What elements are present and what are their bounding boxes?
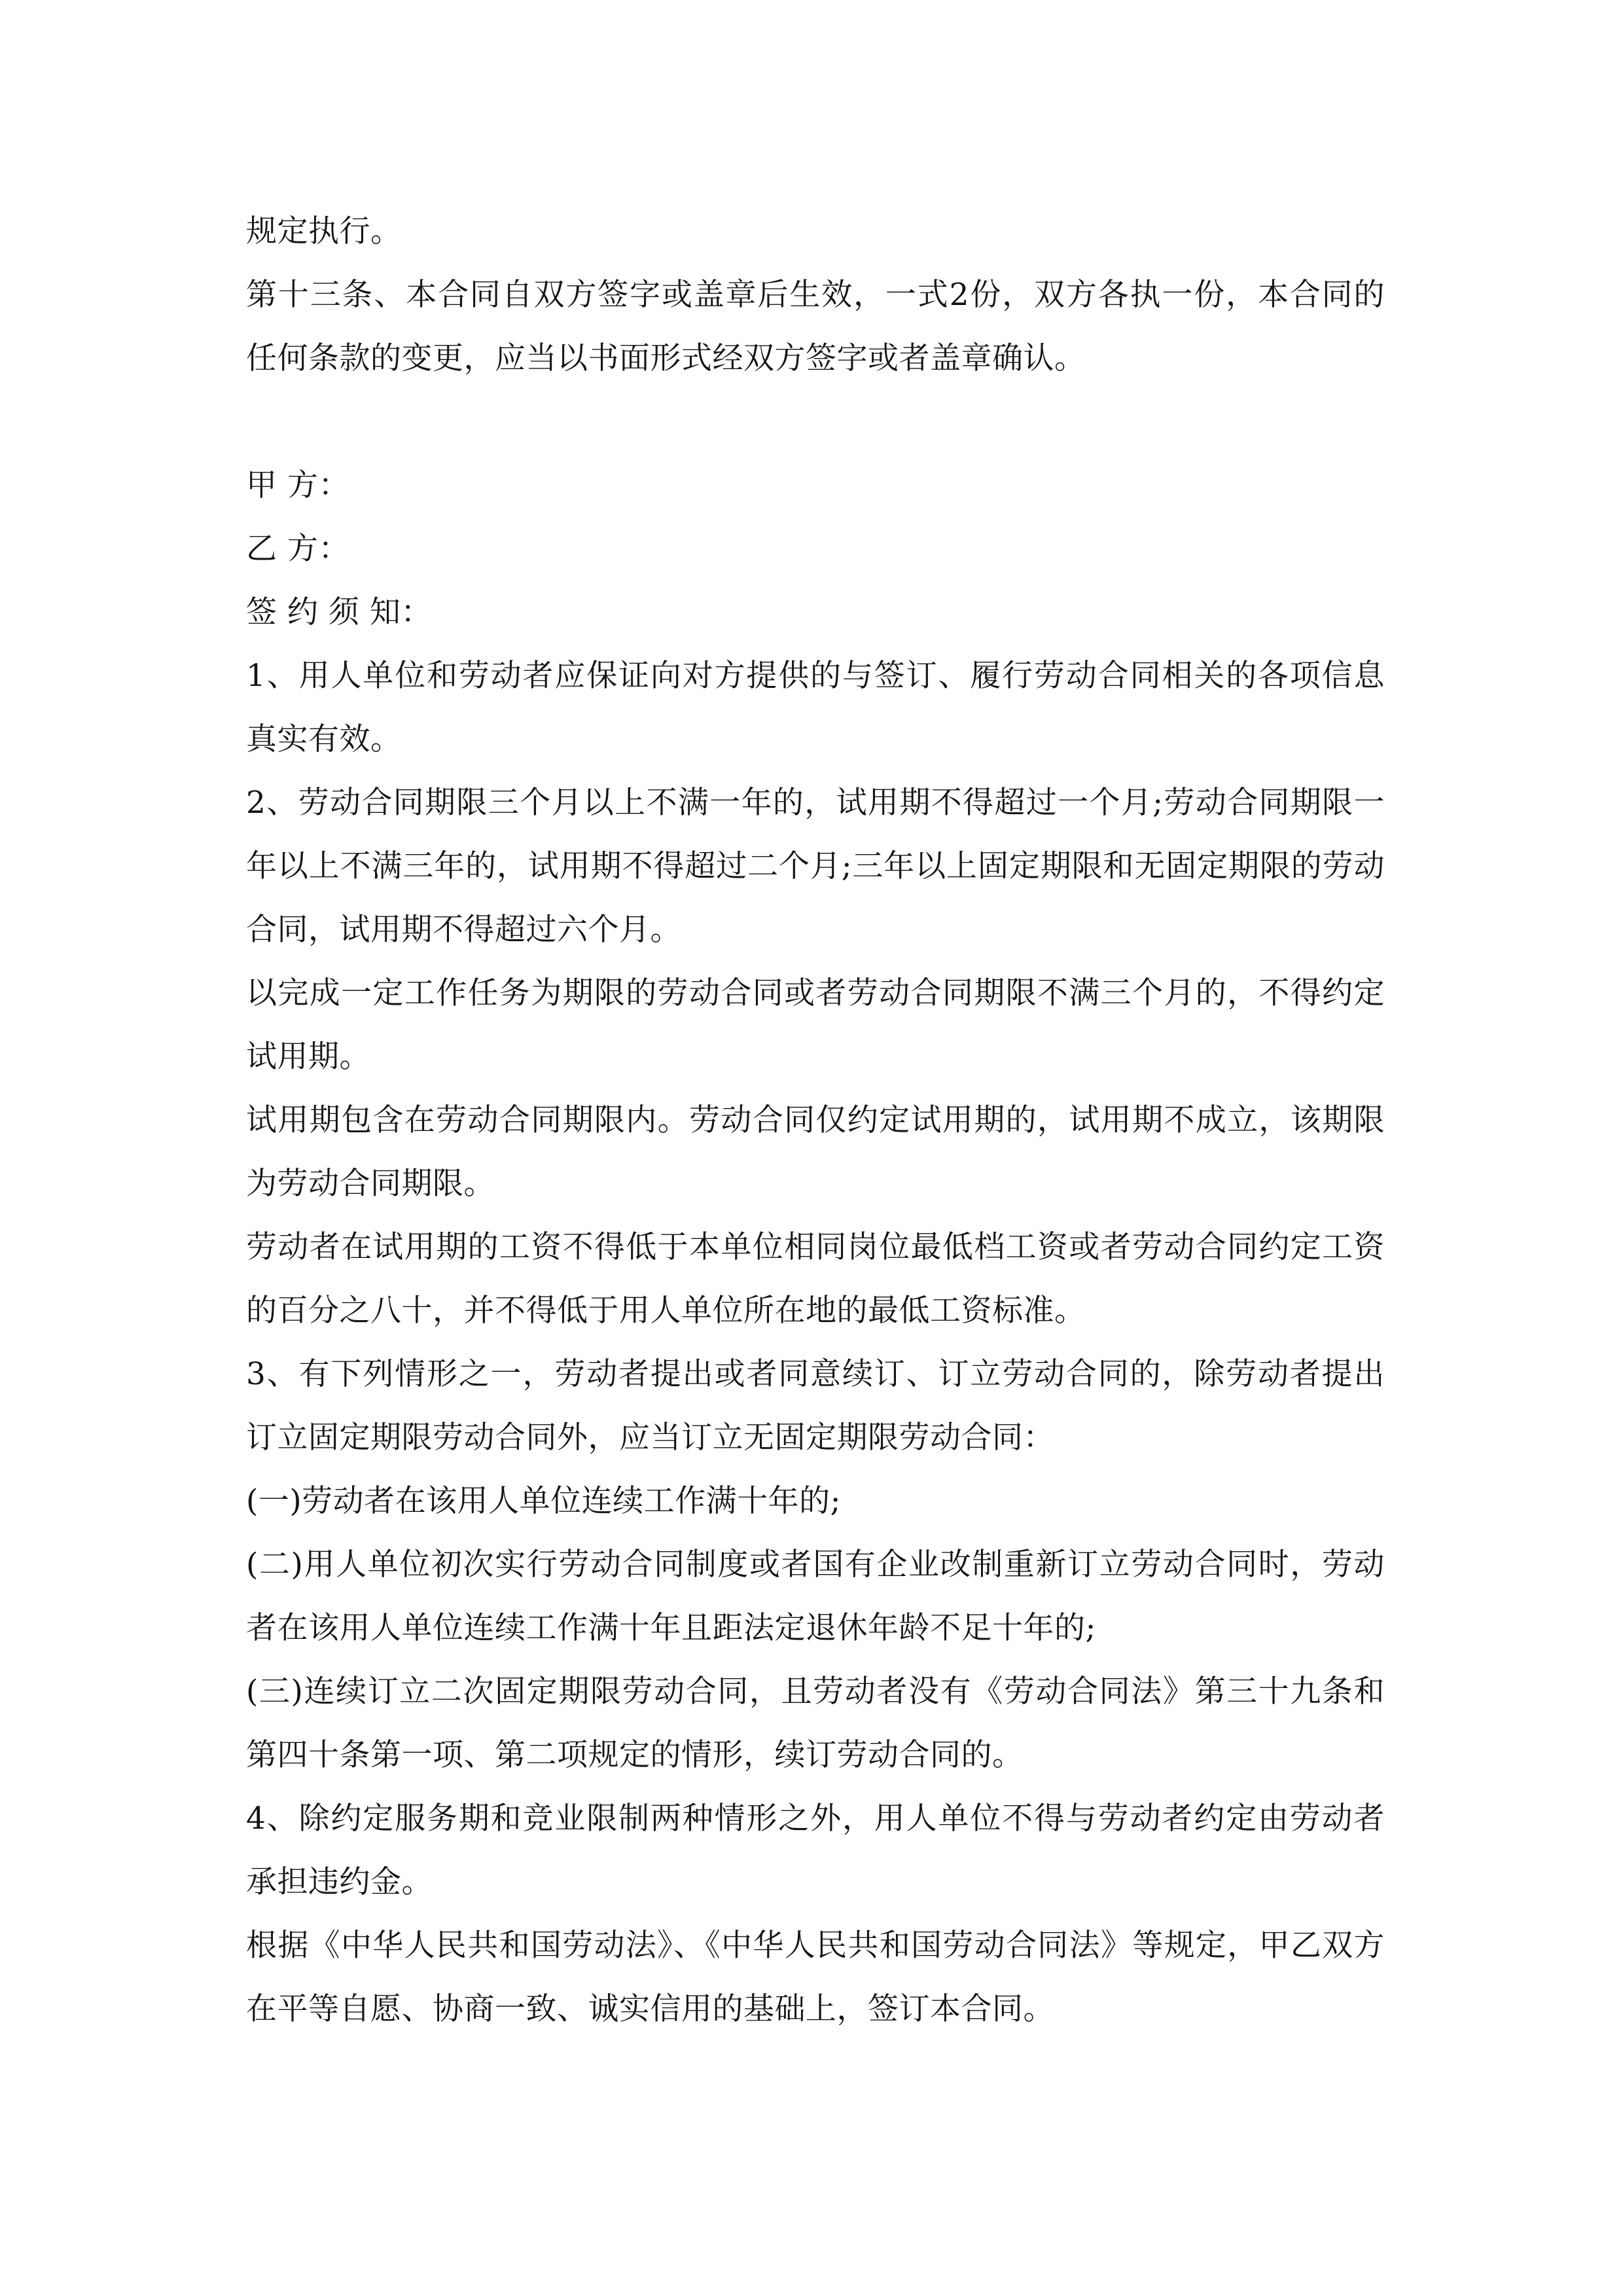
party-b-signature-line: 乙 方： (246, 531, 349, 567)
notice-item-3-sub-2: (二)用人单位初次实行劳动合同制度或者国有企业改制重新订立劳动合同时，劳动者在该用人单位连续工作满十年且距法定退休年龄不足十年的; (246, 1547, 1385, 1646)
notice-item-3: 3、有下列情形之一，劳动者提出或者同意续订、订立劳动合同的，除劳动者提出订立固定期限劳动合同外，应当订立无固定期限劳动合同： (246, 1356, 1385, 1456)
party-a-signature-line: 甲 方： (246, 467, 349, 503)
notice-item-2: 2、劳动合同期限三个月以上不满一年的，试用期不得超过一个月;劳动合同期限一年以上不满三年的，试用期不得超过二个月;三年以上固定期限和无固定期限的劳动合同，试用期不得超过六个月。 (246, 785, 1385, 948)
closing-paragraph: 根据《中华人民共和国劳动法》、《中华人民共和国劳动合同法》等规定，甲乙双方在平等自愿、协商一致、诚实信用的基础上，签订本合同。 (246, 1928, 1385, 2027)
document-body (246, 200, 1385, 2041)
article-13: 第十三条、本合同自双方签字或盖章后生效，一式2份，双方各执一份，本合同的任何条款的变更，应当以书面形式经双方签字或者盖章确认。 (246, 277, 1385, 376)
notice-item-2-paragraph-4: 劳动者在试用期的工资不得低于本单位相同岗位最低档工资或者劳动合同约定工资的百分之八十，并不得低于用人单位所在地的最低工资标准。 (246, 1229, 1385, 1329)
notice-item-3-sub-1: (一)劳动者在该用人单位连续工作满十年的; (246, 1483, 842, 1519)
notice-item-2-paragraph-3: 试用期包含在劳动合同期限内。劳动合同仅约定试用期的，试用期不成立，该期限为劳动合同期限。 (246, 1102, 1385, 1202)
notice-item-4: 4、除约定服务期和竞业限制两种情形之外，用人单位不得与劳动者约定由劳动者承担违约金。 (246, 1801, 1385, 1900)
notice-item-3-sub-3: (三)连续订立二次固定期限劳动合同，且劳动者没有《劳动合同法》第三十九条和第四十条第一项、第二项规定的情形，续订劳动合同的。 (246, 1674, 1385, 1773)
notice-heading: 签 约 须 知： (246, 594, 432, 630)
notice-item-1: 1、用人单位和劳动者应保证向对方提供的与签订、履行劳动合同相关的各项信息真实有效。 (246, 658, 1385, 757)
paragraph-continuation: 规定执行。 (246, 213, 402, 249)
notice-item-2-paragraph-2: 以完成一定工作任务为期限的劳动合同或者劳动合同期限不满三个月的，不得约定试用期。 (246, 975, 1385, 1075)
blank-line (246, 390, 1385, 454)
